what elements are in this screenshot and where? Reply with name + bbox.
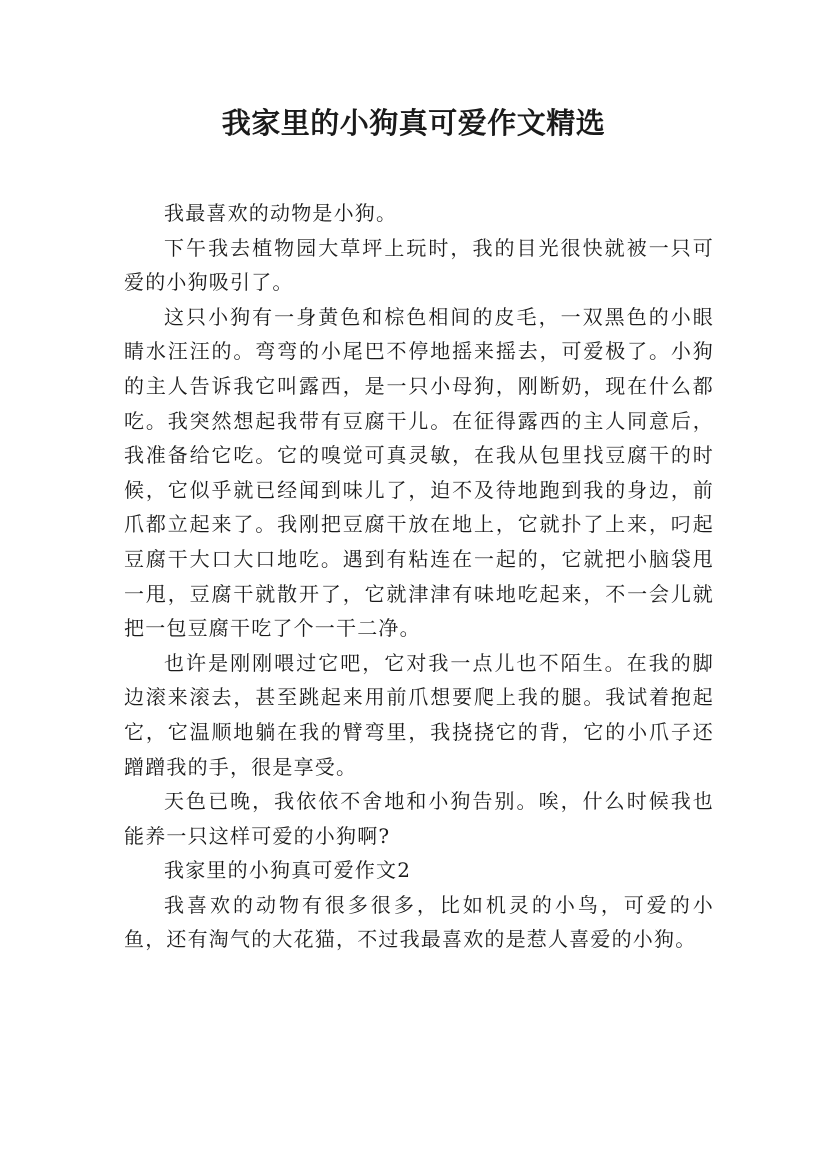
section-heading: 我家里的小狗真可爱作文2	[164, 858, 412, 883]
paragraph: 也许是刚刚喂过它吧，它对我一点儿也不陌生。在我的脚边滚来滚去，甚至跳起来用前爪想要爬上我的腿。我试着抱起它，它温顺地躺在我的臂弯里，我挠挠它的背，它的小爪子还蹭蹭我的手，很是享受。	[124, 650, 714, 779]
document-title: 我家里的小狗真可爱作文精选	[221, 106, 606, 140]
paragraph: 我最喜欢的动物是小狗。	[164, 201, 398, 225]
paragraph: 下午我去植物园大草坪上玩时，我的目光很快就被一只可爱的小狗吸引了。	[124, 235, 714, 295]
paragraph: 天色已晚，我依依不舍地和小狗告别。唉，什么时候我也能养一只这样可爱的小狗啊?	[124, 789, 714, 848]
paragraph: 这只小狗有一身黄色和棕色相间的皮毛，一双黑色的小眼睛水汪汪的。弯弯的小尾巴不停地摇来摇去，可爱极了。小狗的主人告诉我它叫露西，是一只小母狗，刚断奶，现在什么都吃。我突然想起我带有豆腐干儿。在征得露西的主人同意后，我准备给它吃。它的嗅觉可真灵敏，在我从包里找豆腐干的时候，它似乎就已经闻到味儿了，迫不及待地跑到我的身边，前爪都立起来了。我刚把豆腐干放在地上，它就扑了上来，叼起豆腐干大口大口地吃。遇到有粘连在一起的，它就把小脑袋甩一甩，豆腐干就散开了，它就津津有味地吃起来，不一会儿就把一包豆腐干吃了个一干二净。	[124, 304, 714, 641]
document-body	[124, 196, 714, 957]
paragraph: 我喜欢的动物有很多很多，比如机灵的小鸟，可爱的小鱼，还有淘气的大花猫，不过我最喜欢的是惹人喜爱的小狗。	[124, 892, 714, 952]
